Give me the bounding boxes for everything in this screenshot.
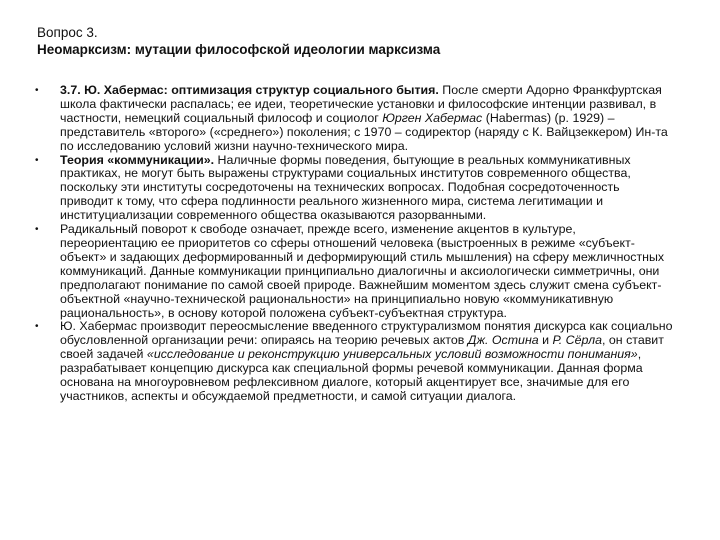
bullet-item-2	[35, 154, 675, 224]
section-heading: 3.7. Ю. Хабермас: оптимизация структур социального бытия.	[60, 83, 439, 97]
bullet-dot-icon: •	[35, 154, 39, 166]
bullet-dot-icon: •	[35, 224, 39, 236]
paragraph-text: Радикальный поворот к свободе означает, прежде всего, изменение акцентов в культуре, переориентацию ее приоритетов со сферы отношений человека (выстроенных в режиме «субъект-объект» и задающих деформированный и деформирующий стиль мышления) на сферу межличностных коммуникаций. Данные коммуникации принципиально диалогичны и аксиологически симметричны, они предполагают понимание по самой своей природе. Важнейшим моментом здесь служит смена субъект-объектной «научно-технической рациональности» на принципиально новую «коммуникативную рациональность», в основу которой положена субъект-субъектная структура.	[60, 222, 665, 320]
slide-title: Неомарксизм: мутации философской идеологии марксизма	[37, 42, 441, 57]
person-name: Дж. Остина	[467, 333, 539, 348]
bullet-item-4	[35, 320, 675, 403]
paragraph-text: и	[538, 333, 553, 348]
paragraph-text: После смерти Адорно Франкфуртская школа фактически распалась; ее идеи, теоретические установки и философские интенции развивал, в частности, немецкий социальный философ и социолог	[60, 83, 662, 125]
paragraph-text: , он ставит своей задачей	[60, 333, 664, 362]
question-label: Вопрос 3.	[37, 25, 98, 40]
bullet-list	[35, 84, 675, 404]
paragraph-text: Ю. Хабермас производит переосмысление введенного структурализмом понятия дискурса как социально обусловленной организации речи: опираясь на теорию речевых актов	[60, 319, 673, 348]
paragraph-text: Наличные формы поведения, бытующие в реальных коммуникативных практиках, не могут быть выражены структурами социальных институтов современного общества, поскольку эти институты сосредоточены на технических вопросах. Подобная сосредоточенность приводит к тому, что сфера подлинности реального жизненного мира, система легитимации и институциализации современного общества оказываются разорванными.	[60, 152, 631, 223]
bullet-item-3	[35, 223, 675, 320]
person-name: Юрген Хабермас	[382, 110, 483, 125]
section-heading: Теория «коммуникации».	[60, 152, 215, 167]
slide-header	[37, 24, 697, 58]
paragraph-text: , разрабатывает концепцию дискурса как специальной формы речевой коммуникации. Данная форма основана на многоуровневом рефлексивном диалоге, который акцентирует все, значимые для его участников, аспекты и обсуждаемой предметности, и самой ситуации диалога.	[60, 347, 643, 403]
quoted-phrase: «исследование и реконструкцию универсальных условий возможности понимания»	[146, 347, 638, 362]
bullet-dot-icon: •	[35, 321, 39, 333]
paragraph-text: (Habermas) (р. 1929) – представитель «второго» («среднего») поколения; с 1970 – содиректор (наряду с К. Вайцзеккером) Ин-та по исследованию условий жизни научно-технического мира.	[60, 110, 668, 153]
bullet-item-1	[35, 84, 675, 154]
bullet-dot-icon: •	[35, 85, 39, 96]
person-name: Р. Сёрла	[552, 333, 603, 348]
